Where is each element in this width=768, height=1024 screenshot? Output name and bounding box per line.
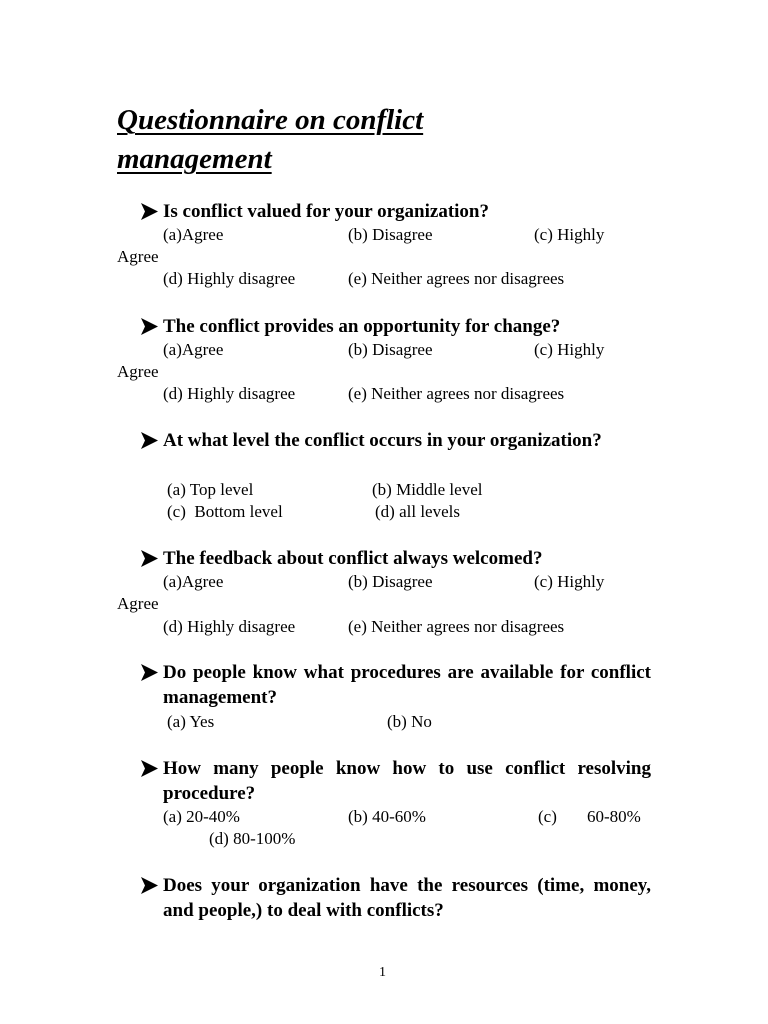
option-d: (d) Highly disagree	[163, 617, 296, 636]
arrowhead-bullet-icon	[140, 428, 160, 453]
option-e: (e) Neither agrees nor disagrees	[348, 384, 565, 403]
arrowhead-bullet-icon	[140, 199, 160, 224]
option-a: (a)Agree	[163, 225, 224, 244]
question-2	[140, 314, 651, 339]
page-title: Questionnaire on conflict management	[117, 104, 424, 175]
option-c: (c) Highly	[534, 225, 605, 244]
question-text: How many people know how to use conflict resolving procedure?	[163, 758, 651, 804]
question-3	[140, 428, 651, 453]
arrowhead-bullet-icon	[140, 546, 160, 571]
question-text: Do people know what procedures are available for conflict management?	[163, 662, 651, 708]
option-a: (a) 20-40%	[163, 807, 240, 826]
arrowhead-bullet-icon	[140, 314, 160, 339]
option-d: (d) Highly disagree	[163, 384, 296, 403]
option-c-continued: Agree	[117, 362, 159, 381]
option-b: (b) No	[387, 712, 432, 731]
option-d: (d) all levels	[375, 502, 460, 521]
question-7	[140, 873, 651, 923]
question-6	[140, 756, 651, 806]
question-5	[140, 660, 651, 710]
option-d: (d) 80-100%	[209, 829, 296, 848]
option-c-continued: Agree	[117, 247, 159, 266]
arrowhead-bullet-icon	[140, 660, 160, 685]
option-b: (b) Disagree	[348, 340, 433, 359]
option-a: (a)Agree	[163, 340, 224, 359]
arrowhead-bullet-icon	[140, 873, 160, 898]
question-1	[140, 199, 651, 224]
option-c: (c) Bottom level	[167, 502, 283, 521]
question-text: Is conflict valued for your organization?	[163, 201, 489, 222]
option-c: (c) Highly	[534, 572, 605, 591]
option-b: (b) 40-60%	[348, 807, 426, 826]
option-c-continued: Agree	[117, 594, 159, 613]
question-text: The conflict provides an opportunity for change?	[163, 316, 561, 337]
option-c-value: 60-80%	[587, 807, 641, 826]
option-a: (a)Agree	[163, 572, 224, 591]
question-text: The feedback about conflict always welcomed?	[163, 548, 543, 569]
option-b: (b) Disagree	[348, 225, 433, 244]
option-b: (b) Disagree	[348, 572, 433, 591]
option-d: (d) Highly disagree	[163, 269, 296, 288]
arrowhead-bullet-icon	[140, 756, 160, 781]
question-4	[140, 546, 651, 571]
option-e: (e) Neither agrees nor disagrees	[348, 269, 565, 288]
option-c: (c) Highly	[534, 340, 605, 359]
question-text: Does your organization have the resources (time, money, and people,) to deal with conflicts?	[163, 875, 651, 921]
option-a: (a) Yes	[167, 712, 215, 731]
option-a: (a) Top level	[167, 480, 254, 499]
page-number: 1	[379, 965, 386, 980]
option-c: (c)	[538, 807, 557, 826]
question-text: At what level the conflict occurs in your organization?	[163, 430, 602, 451]
option-e: (e) Neither agrees nor disagrees	[348, 617, 565, 636]
option-b: (b) Middle level	[372, 480, 483, 499]
